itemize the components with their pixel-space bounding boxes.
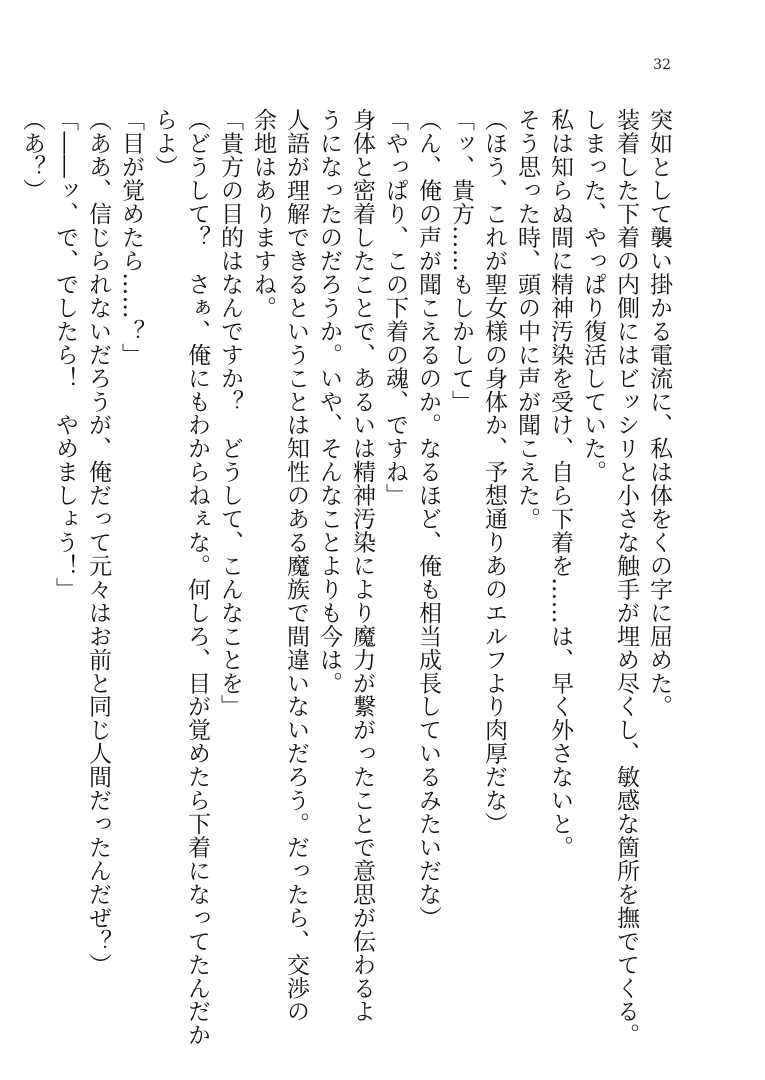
text-line: そう思った時、頭の中に声が聞こえた。 bbox=[514, 108, 540, 531]
text-line: 余地はありますね。 bbox=[250, 108, 276, 320]
text-line: らよ） bbox=[151, 108, 177, 179]
text-line: 突如として襲い掛かる電流に、私は体をくの字に屈めた。 bbox=[646, 108, 672, 718]
text-line: （ほう、これが聖女様の身体か、予想通りあのエルフより肉厚だな） bbox=[481, 108, 507, 836]
text-line: 「ッ、貴方……もしかして」 bbox=[448, 108, 474, 413]
text-line: 「目が覚めたら……？」 bbox=[118, 108, 144, 367]
vertical-text-block bbox=[19, 108, 675, 1047]
text-line: （あ？） bbox=[19, 108, 45, 202]
text-line: （ああ、信じられないだろうが、俺だって元々はお前と同じ人間だったんだぜ？） bbox=[85, 108, 111, 977]
text-line: 装着した下着の内側にはビッシリと小さな触手が埋め尽くし、敏感な箇所を撫でてくる。 bbox=[613, 108, 639, 1047]
text-line: 人語が理解できるということは知性のある魔族で間違いないだろう。だったら、交渉の bbox=[283, 108, 309, 1023]
text-line: （どうして？ さぁ、俺にもわからねぇな。何しろ、目が覚めたら下着になってたんだか bbox=[184, 108, 210, 1047]
text-line: 身体と密着したことで、あるいは精神汚染により魔力が繋がったことで意思が伝わるよ bbox=[349, 108, 375, 1023]
text-line: しまった、やっぱり復活していた。 bbox=[580, 108, 606, 484]
text-line: 「やっぱり、この下着の魂、ですね」 bbox=[382, 108, 408, 507]
text-line: うになったのだろうか。いや、そんなことよりも今は。 bbox=[316, 108, 342, 695]
page-number: 32 bbox=[653, 57, 671, 73]
text-line: 「貴方の目的はなんですか？ どうして、こんなことを」 bbox=[217, 108, 243, 718]
text-line: （ん、俺の声が聞こえるのか。なるほど、俺も相当成長しているみたいだな） bbox=[415, 108, 441, 930]
text-line: 「――ッ、で、でしたら！ やめましょう！」 bbox=[52, 108, 78, 601]
text-line: 私は知らぬ間に精神汚染を受け、自ら下着を……は、早く外さないと。 bbox=[547, 108, 573, 859]
